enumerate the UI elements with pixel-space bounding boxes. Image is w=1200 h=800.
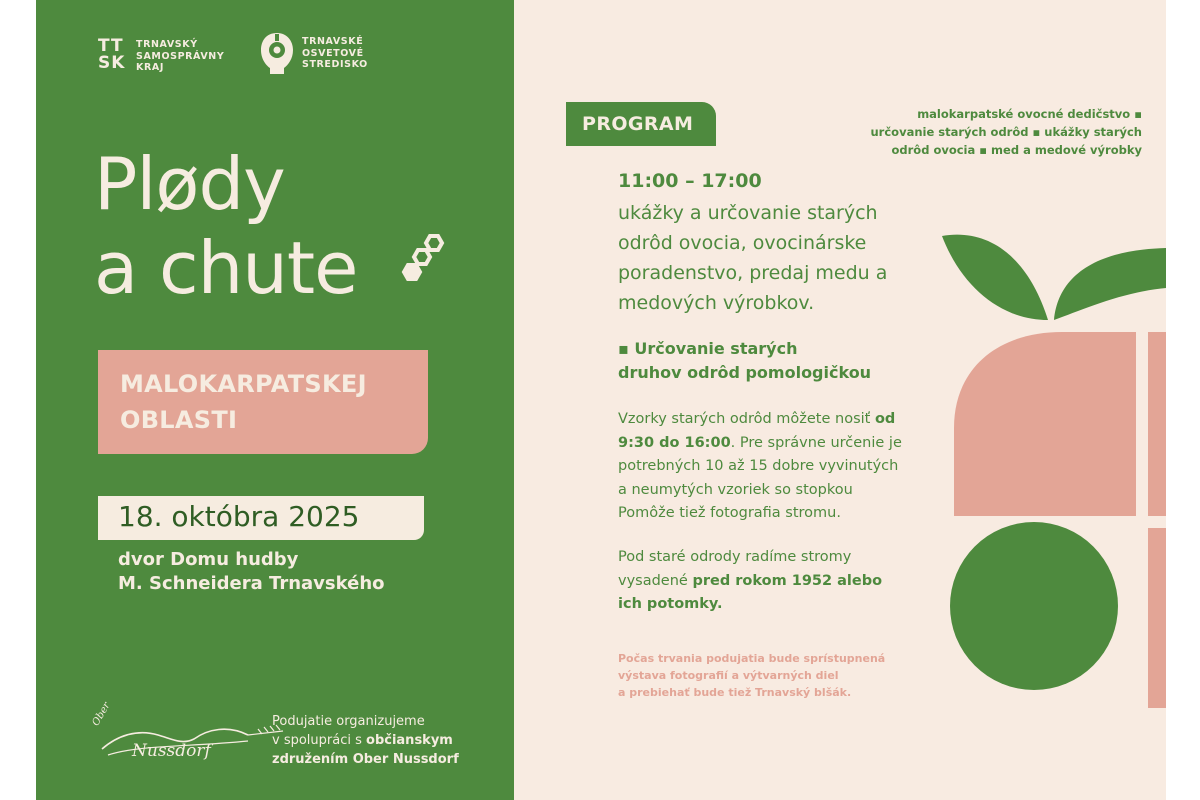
venue bbox=[118, 548, 385, 596]
desc-line-4: medových výrobkov. bbox=[618, 292, 815, 314]
samples-l1-bold: od bbox=[874, 411, 896, 427]
tos-logo-text bbox=[302, 36, 368, 71]
samples-l1-plain: Vzorky starých odrôd môžete nosiť bbox=[618, 411, 875, 427]
venue-line-1: dvor Domu hudby bbox=[118, 549, 299, 570]
ttsk-logo-text bbox=[136, 39, 224, 74]
program-tags bbox=[871, 105, 1143, 159]
desc-line-3: poradenstvo, predaj medu a bbox=[618, 262, 888, 284]
subtitle-line-2: OBLASTI bbox=[120, 406, 238, 434]
tos-logo bbox=[258, 30, 368, 76]
title-line-1: Plødy bbox=[94, 142, 285, 226]
subtitle-line-1: MALOKARPATSKEJ bbox=[120, 370, 367, 398]
title-line-2: a chute bbox=[94, 226, 358, 310]
subtitle-box bbox=[98, 350, 428, 454]
samples-line-3: potrebných 10 až 15 dobre vyvinutých bbox=[618, 458, 899, 474]
samples-line-5: Pomôže tiež fotografia stromu. bbox=[618, 505, 841, 521]
note-line-1: Počas trvania podujatia bude sprístupnená bbox=[618, 652, 886, 665]
hexagon-cluster-icon bbox=[400, 232, 450, 282]
nussdorf-logo bbox=[90, 700, 288, 779]
desc-line-2: odrôd ovocia, ovocinárske bbox=[618, 232, 867, 254]
trees-info bbox=[618, 546, 882, 617]
samples-info bbox=[618, 408, 902, 526]
ttsk-mark-line2: SK bbox=[98, 53, 126, 73]
left-panel bbox=[36, 0, 514, 800]
ttsk-text-2: SAMOSPRÁVNY bbox=[136, 50, 225, 62]
event-title bbox=[94, 142, 357, 310]
bullet-line-2: druhov odrôd pomologičkou bbox=[618, 363, 872, 382]
nussdorf-ober-text: Ober bbox=[90, 700, 113, 728]
bullet-line-1: ▪ Určovanie starých bbox=[618, 339, 798, 358]
note-line-3: a prebiehať bude tiež Trnavský blšák. bbox=[618, 686, 852, 699]
program-tab bbox=[566, 102, 716, 146]
event-date: 18. októbra 2025 bbox=[118, 500, 360, 533]
organizers-line-2-bold: občianskym bbox=[366, 733, 453, 748]
tag-line-2: určovanie starých odrôd ▪ ukážky starých bbox=[870, 125, 1142, 139]
organizers-line-2-plain: v spolupráci s bbox=[272, 733, 367, 748]
ttsk-mark bbox=[98, 38, 130, 72]
samples-line-2 bbox=[618, 432, 902, 456]
venue-line-2: M. Schneidera Trnavského bbox=[118, 573, 385, 594]
right-panel bbox=[514, 0, 1166, 800]
ttsk-mark-line1: TT bbox=[98, 36, 124, 56]
organizers-line-3: združením Ober Nussdorf bbox=[272, 752, 459, 767]
organizers-line-1: Podujatie organizujeme bbox=[272, 714, 425, 729]
nussdorf-name-text: Nussdorf bbox=[132, 741, 211, 761]
ttsk-logo bbox=[98, 38, 224, 74]
date-box bbox=[98, 496, 424, 540]
trees-line-3: ich potomky. bbox=[618, 596, 723, 612]
samples-line-1 bbox=[618, 408, 902, 432]
samples-line-4: a neumytých vzoriek so stopkou bbox=[618, 481, 853, 498]
ttsk-text-3: KRAJ bbox=[136, 62, 164, 73]
samples-l2-plain: . Pre správne určenie je bbox=[730, 434, 902, 451]
tag-line-3: odrôd ovocia ▪ med a medové výrobky bbox=[891, 143, 1142, 157]
exhibition-note bbox=[618, 650, 885, 701]
trees-l2-plain: vysadené bbox=[618, 572, 693, 589]
subtitle bbox=[120, 366, 367, 438]
nussdorf-hills-icon bbox=[98, 705, 288, 775]
trees-l2-bold: pred rokom 1952 alebo bbox=[692, 572, 883, 589]
program-time: 11:00 – 17:00 bbox=[618, 170, 762, 192]
ttsk-text-1: TRNAVSKÝ bbox=[136, 39, 198, 50]
desc-line-1: ukážky a určovanie starých bbox=[618, 202, 878, 224]
samples-l2-bold: 9:30 do 16:00 bbox=[618, 434, 731, 451]
tag-line-1: malokarpatské ovocné dedičstvo ▪ bbox=[917, 107, 1142, 121]
organizers-line-2 bbox=[272, 731, 459, 750]
program-tab-label: PROGRAM bbox=[582, 113, 694, 135]
poster bbox=[36, 0, 1166, 800]
pomology-bullet bbox=[618, 337, 871, 385]
organizers-note bbox=[272, 712, 459, 769]
tos-text-1: TRNAVSKÉ bbox=[302, 36, 364, 47]
apple-decor-icon bbox=[932, 228, 1166, 708]
tos-text-2: OSVETOVÉ bbox=[302, 47, 364, 59]
program-description bbox=[618, 198, 887, 318]
tos-logo-icon bbox=[258, 30, 296, 76]
trees-line-1: Pod staré odrody radíme stromy bbox=[618, 549, 852, 565]
tos-text-3: STREDISKO bbox=[302, 59, 368, 70]
note-line-2: výstava fotografií a výtvarných diel bbox=[618, 669, 839, 682]
trees-line-2 bbox=[618, 570, 882, 594]
